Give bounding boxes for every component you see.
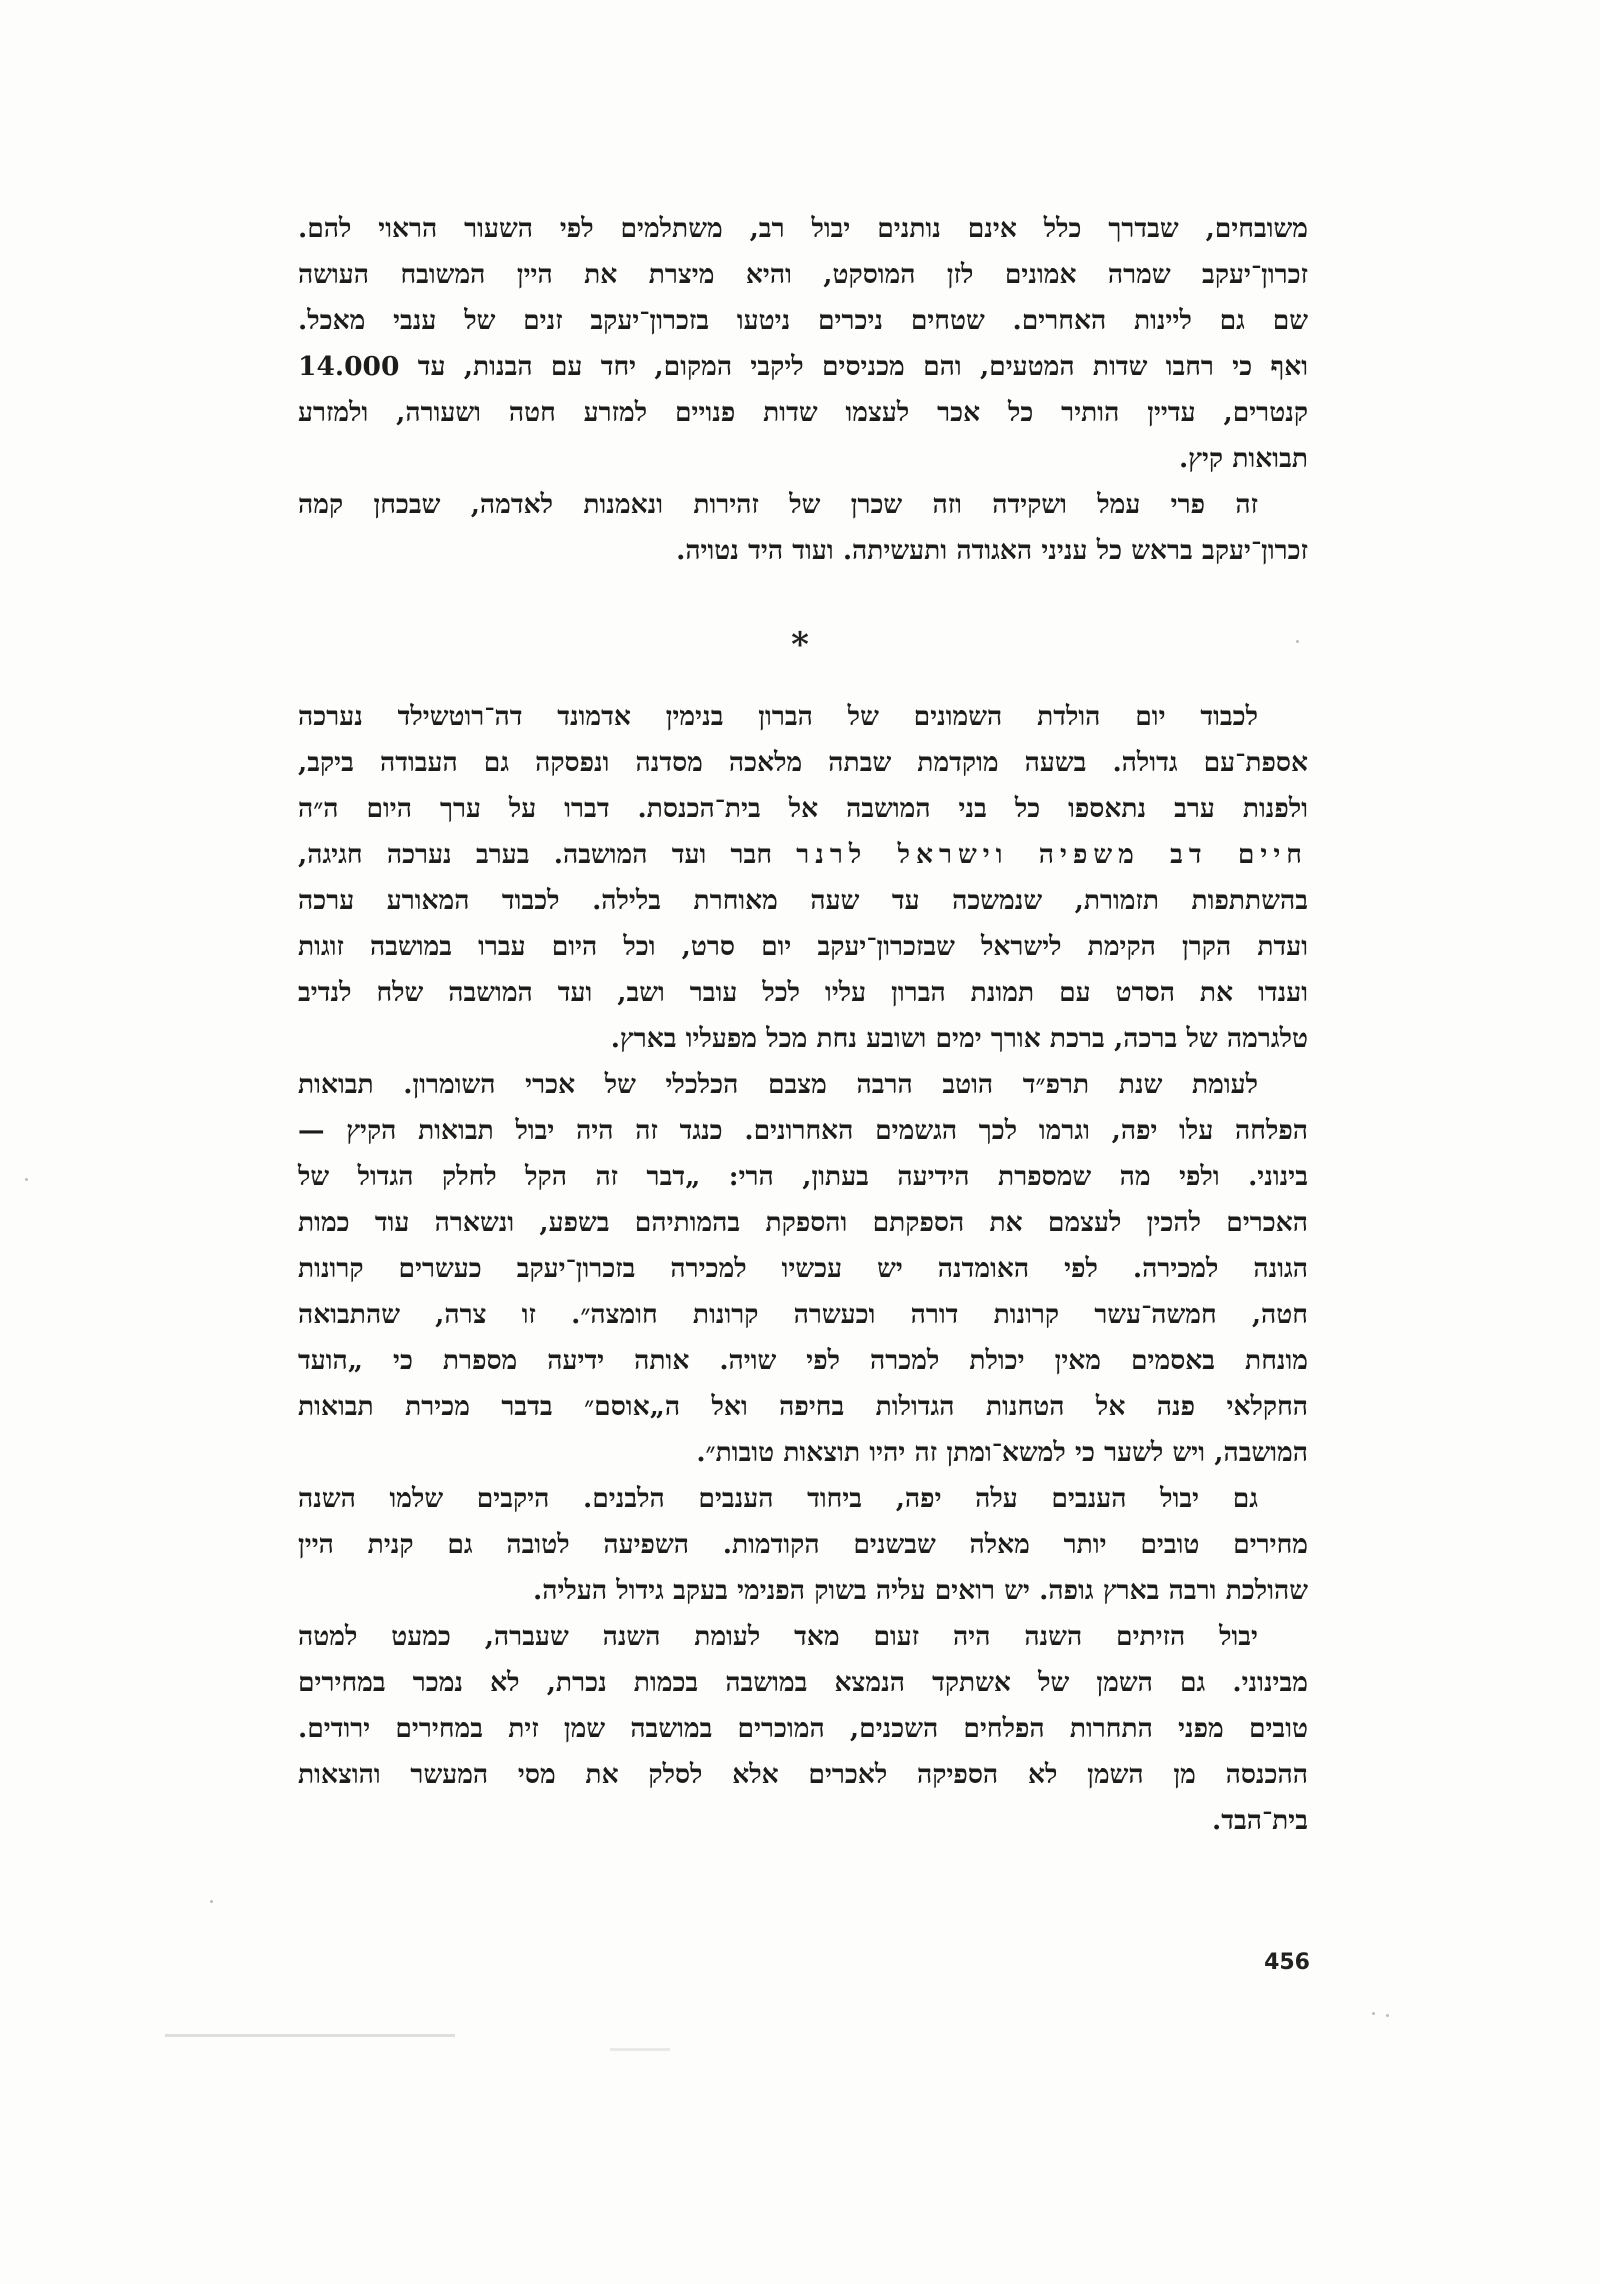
scan-speck <box>1372 2012 1375 2015</box>
text-line: בהשתתפות תזמורת, שנמשכה עד שעה מאוחרת בלילה. לכבוד המאורע ערכה <box>298 885 1308 916</box>
text-line: לכבוד יום הולדת השמונים של הברון בנימין אדמונד דה־רוטשילד נערכה <box>298 701 1258 732</box>
spaced-names: חיים דב משפיה וישראל לרנר <box>796 839 1308 870</box>
scan-speck <box>1386 2014 1389 2017</box>
page-number: 456 <box>1264 1950 1310 1975</box>
text-section-lower <box>298 694 1308 1844</box>
text-line: ועדת הקרן הקימת לישראל שבזכרון־יעקב יום סרט, וכל היום עברו במושבה זוגות <box>298 931 1308 962</box>
paragraph-baron-birthday <box>298 694 1308 1062</box>
text-line: מבינוני. גם השמן של אשתקד הנמצא במושבה בכמות נכרת, לא נמכר במחירים <box>298 1667 1308 1698</box>
paragraph-wine-varieties <box>298 206 1308 482</box>
text-line: שהולכת ורבה בארץ גופה. יש רואים עליה בשוק הפנימי בעקב גידול העליה. <box>533 1575 1308 1606</box>
text-line: הגונה למכירה. לפי האומדנה יש עכשיו למכירה בזכרון־יעקב כעשרים קרונות <box>298 1253 1308 1284</box>
scan-artifact <box>610 2048 670 2051</box>
text-line: מונחת באסמים מאין יכולת למכרה לפי שויה. אותה ידיעה מספרת כי „הועד <box>298 1345 1308 1376</box>
text-line: האכרים להכין לעצמם את הספקתם והספקת בהמותיהם בשפע, ונשארה עוד כמות <box>298 1207 1308 1238</box>
text-line: לעומת שנת תרפ״ד הוטב הרבה מצבם הכלכלי של אכרי השומרון. תבואות <box>298 1069 1258 1100</box>
text-line: טובים מפני התחרות הפלחים השכנים, המוכרים במושבה שמן זית במחירים ירודים. <box>298 1713 1308 1744</box>
text-line: זה פרי עמל ושקידה וזה שכרן של זהירות ונאמנות לאדמה, שבכחן קמה <box>298 489 1259 520</box>
scan-speck <box>1296 640 1299 643</box>
text-line-with-names <box>298 832 1308 878</box>
text-line: הפלחה עלו יפה, וגרמו לכך הגשמים האחרונים. כנגד זה היה יבול תבואות הקיץ — <box>298 1115 1308 1146</box>
text-line: זכרון־יעקב שמרה אמונים לזן המוסקט, והיא מיצרת את היין המשובח העושה <box>298 259 1308 290</box>
text-line: ואף כי רחבו שדות המטעים, והם מכניסים ליקבי המקום, יחד עם הבנות, עד 14.000 <box>298 351 1308 382</box>
text-line: מחירים טובים יותר מאלה שבשנים הקודמות. השפיעה לטובה גם קנית היין <box>298 1529 1308 1560</box>
text-line: תבואות קיץ. <box>1178 443 1308 474</box>
text-line: אספת־עם גדולה. בשעה מוקדמת שבתה מלאכה מסדנה ונפסקה גם העבודה ביקב, <box>298 747 1308 778</box>
scan-speck <box>25 1178 28 1181</box>
text-line: ההכנסה מן השמן לא הספיקה לאכרים אלא לסלק את מסי המעשר והוצאות <box>298 1759 1308 1790</box>
text-fragment: חבר ועד המושבה. בערב נערכה חגיגה, <box>298 839 772 870</box>
text-line: טלגרמה של ברכה, ברכת אורך ימים ושובע נחת מכל מפעליו בארץ. <box>610 1023 1308 1054</box>
paragraph-fruit-of-labor <box>298 482 1308 574</box>
paragraph-economic-situation <box>298 1062 1308 1476</box>
text-line: בינוני. ולפי מה שמספרת הידיעה בעתון, הרי: „דבר זה הקל לחלק הגדול של <box>298 1161 1308 1192</box>
scan-artifact <box>165 2034 455 2037</box>
text-line: המושבה, ויש לשער כי למשא־ומתן זה יהיו תוצאות טובות״. <box>696 1437 1308 1468</box>
text-line: משובחים, שבדרך כלל אינם נותנים יבול רב, משתלמים לפי השעור הראוי להם. <box>298 213 1308 244</box>
text-line: זכרון־יעקב בראש כל עניני האגודה ותעשיתה. ועוד היד נטויה. <box>676 535 1308 566</box>
section-separator: * <box>791 625 809 665</box>
text-section-upper <box>298 206 1308 574</box>
text-line: שם גם ליינות האחרים. שטחים ניכרים ניטעו בזכרון־יעקב זנים של ענבי מאכל. <box>298 305 1308 336</box>
text-line: קנטרים, עדיין הותיר כל אכר לעצמו שדות פנויים למזרע חטה ושעורה, ולמזרע <box>298 397 1308 428</box>
paragraph-olive-harvest <box>298 1614 1308 1844</box>
paragraph-grape-harvest <box>298 1476 1308 1614</box>
text-line: ולפנות ערב נתאספו כל בני המושבה אל בית־הכנסת. דברו על ערך היום ה״ה <box>298 793 1308 824</box>
text-line: יבול הזיתים השנה היה זעום מאד לעומת השנה שעברה, כמעט למטה <box>298 1621 1258 1652</box>
scan-speck <box>210 1900 213 1903</box>
text-line: וענדו את הסרט עם תמונת הברון עליו לכל עובר ושב, ועד המושבה שלח לנדיב <box>298 977 1308 1008</box>
text-line: בית־הבד. <box>1211 1805 1308 1836</box>
text-line: חטה, חמשה־עשר קרונות דורה וכעשרה קרונות חומצה״. זו צרה, שהתבואה <box>298 1299 1308 1330</box>
text-line: גם יבול הענבים עלה יפה, ביחוד הענבים הלבנים. היקבים שלמו השנה <box>298 1483 1258 1514</box>
text-line: החקלאי פנה אל הטחנות הגדולות בחיפה ואל ה„אוסם״ בדבר מכירת תבואות <box>298 1391 1308 1422</box>
